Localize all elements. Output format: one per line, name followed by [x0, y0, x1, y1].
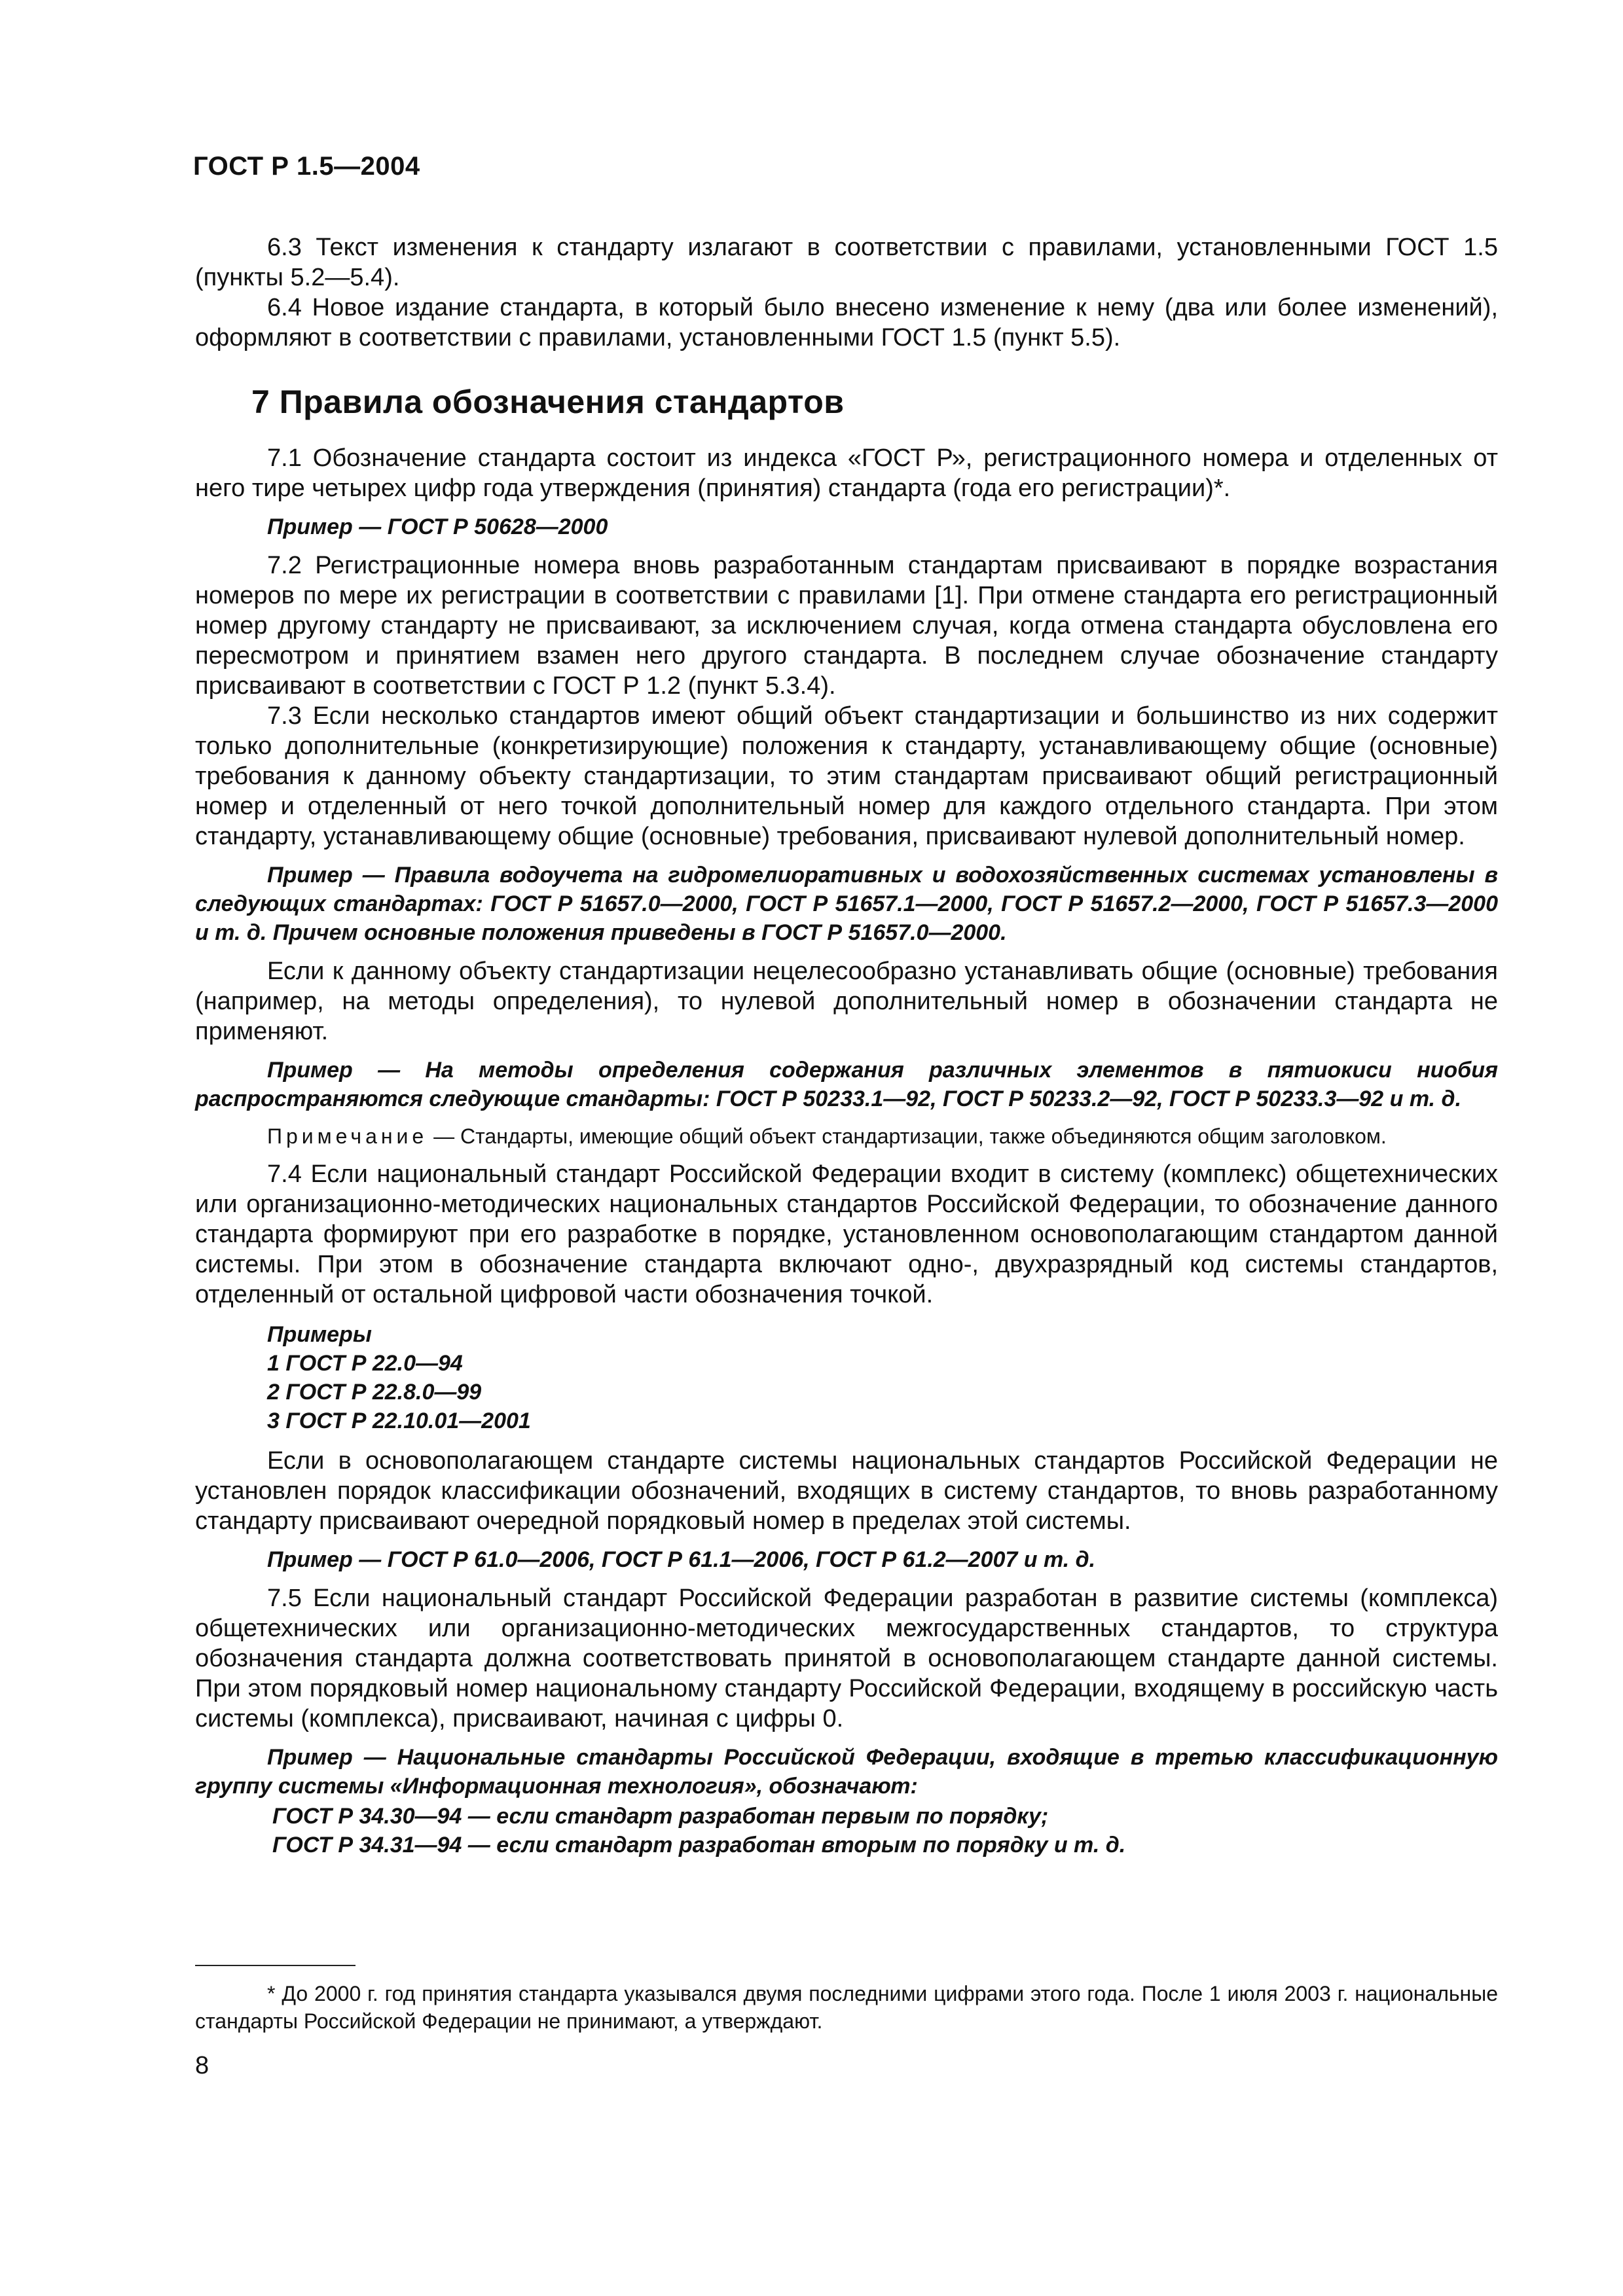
paragraph-6-4: 6.4 Новое издание стандарта, в который было внесено изменение к нему (два или более изменений), оформляют в соответствии с правилами, установленными ГОСТ 1.5 (пункт 5.5). [195, 294, 1498, 351]
section-7-title: 7 Правила обозначения стандартов [251, 384, 845, 420]
example-7-4b: Пример — ГОСТ Р 61.0—2006, ГОСТ Р 61.1—2006, ГОСТ Р 61.2—2007 и т. д. [267, 1547, 1096, 1572]
example-7-3b: Пример — На методы определения содержания различных элементов в пятиокиси ниобия распространяются следующие стандарты: ГОСТ Р 50233.1—92, ГОСТ Р 50233.2—92, ГОСТ Р 50233.3—92 и т. д. [195, 1058, 1498, 1111]
paragraph-7-3b: Если к данному объекту стандартизации нецелесообразно устанавливать общие (основные) требования (например, на методы определения), то нулевой дополнительный номер в обозначении стандарта не применяют. [195, 958, 1498, 1045]
example-list-item: 2 ГОСТ Р 22.8.0—99 [267, 1380, 482, 1405]
page-number: 8 [195, 2052, 210, 2079]
example-list-item: 1 ГОСТ Р 22.0—94 [267, 1351, 463, 1376]
example-7-5: Пример — Национальные стандарты Российской Федерации, входящие в третью классификационную группу системы «Информационная технология», обозначают: [195, 1745, 1498, 1799]
example-list-7-4 [267, 1320, 1498, 1435]
paragraph-7-4: 7.4 Если национальный стандарт Российской Федерации входит в систему (комплекс) общетехнических или организационно-методических национальных стандартов Российской Федерации, то обозначение данного стандарта формируют при его разработке в порядке, установленном основополагающим стандартом данной системы. При этом в обозначение стандарта включают одно-, двухразрядный код системы стандартов, отделенный от остальной цифровой части обозначения точкой. [195, 1160, 1498, 1308]
footnote: * До 2000 г. год принятия стандарта указывался двумя последними цифрами этого года. После 1 июля 2003 г. национальные стандарты Российской Федерации не принимают, а утверждают. [195, 1982, 1498, 2033]
page-header: ГОСТ Р 1.5—2004 [193, 152, 420, 181]
note [195, 1122, 1498, 1150]
paragraph-6-3: 6.3 Текст изменения к стандарту излагают в соответствии с правилами, установленными ГОСТ 1.5 (пункты 5.2—5.4). [195, 234, 1498, 291]
example-7-5-item: ГОСТ Р 34.30—94 — если стандарт разработан первым по порядку; [272, 1804, 1049, 1829]
example-list-item: 3 ГОСТ Р 22.10.01—2001 [267, 1408, 531, 1433]
example-list-title: Примеры [267, 1322, 372, 1347]
note-label: Примечание [267, 1124, 428, 1148]
example-7-1: Пример — ГОСТ Р 50628—2000 [267, 514, 608, 539]
paragraph-7-5: 7.5 Если национальный стандарт Российской Федерации разработан в развитие системы (комплекса) общетехнических или организационно-методических межгосударственных стандартов, то структура обозначения стандарта должна соответствовать принятой в основополагающем стандарте данной системы. При этом порядковый номер национальному стандарту Российской Федерации, входящему в российскую часть системы (комплекса), присваивают, начиная с цифры 0. [195, 1585, 1498, 1732]
example-7-3a: Пример — Правила водоучета на гидромелиоративных и водохозяйственных системах установлены в следующих стандартах: ГОСТ Р 51657.0—2000, ГОСТ Р 51657.1—2000, ГОСТ Р 51657.2—2000, ГОСТ Р 51657.3—2000 и т. д. Причем основные положения приведены в ГОСТ Р 51657.0—2000. [195, 863, 1498, 945]
paragraph-7-2: 7.2 Регистрационные номера вновь разработанным стандартам присваивают в порядке возрастания номеров по мере их регистрации в соответствии с правилами [1]. При отмене стандарта его регистрационный номер другому стандарту не присваивают, за исключением случая, когда отмена стандарта обусловлена его пересмотром и принятием взамен него другого стандарта. В последнем случае обозначение стандарту присваивают в соответствии с ГОСТ Р 1.2 (пункт 5.3.4). [195, 552, 1498, 700]
paragraph-7-4b: Если в основополагающем стандарте системы национальных стандартов Российской Федерации не установлен порядок классификации обозначений, входящих в систему стандартов, то вновь разработанному стандарту присваивают очередной порядковый номер в пределах этой системы. [195, 1447, 1498, 1535]
example-7-5-item: ГОСТ Р 34.31—94 — если стандарт разработан вторым по порядку и т. д. [272, 1833, 1126, 1857]
footnote-divider [195, 1965, 356, 1966]
document-body [195, 232, 1498, 1859]
paragraph-7-1: 7.1 Обозначение стандарта состоит из индекса «ГОСТ Р», регистрационного номера и отделенных от него тире четырех цифр года утверждения (принятия) стандарта (года его регистрации)*. [195, 444, 1498, 502]
paragraph-7-3: 7.3 Если несколько стандартов имеют общий объект стандартизации и большинство из них содержит только дополнительные (конкретизирующие) положения к стандарту, устанавливающему общие (основные) требования к данному объекту стандартизации, то этим стандартам присваивают общий регистрационный номер и отделенный от него точкой дополнительный номер для каждого отдельного стандарта. При этом стандарту, устанавливающему общие (основные) требования, присваивают нулевой дополнительный номер. [195, 702, 1498, 850]
note-text: — Стандарты, имеющие общий объект стандартизации, также объединяются общим заголовком. [428, 1124, 1387, 1148]
